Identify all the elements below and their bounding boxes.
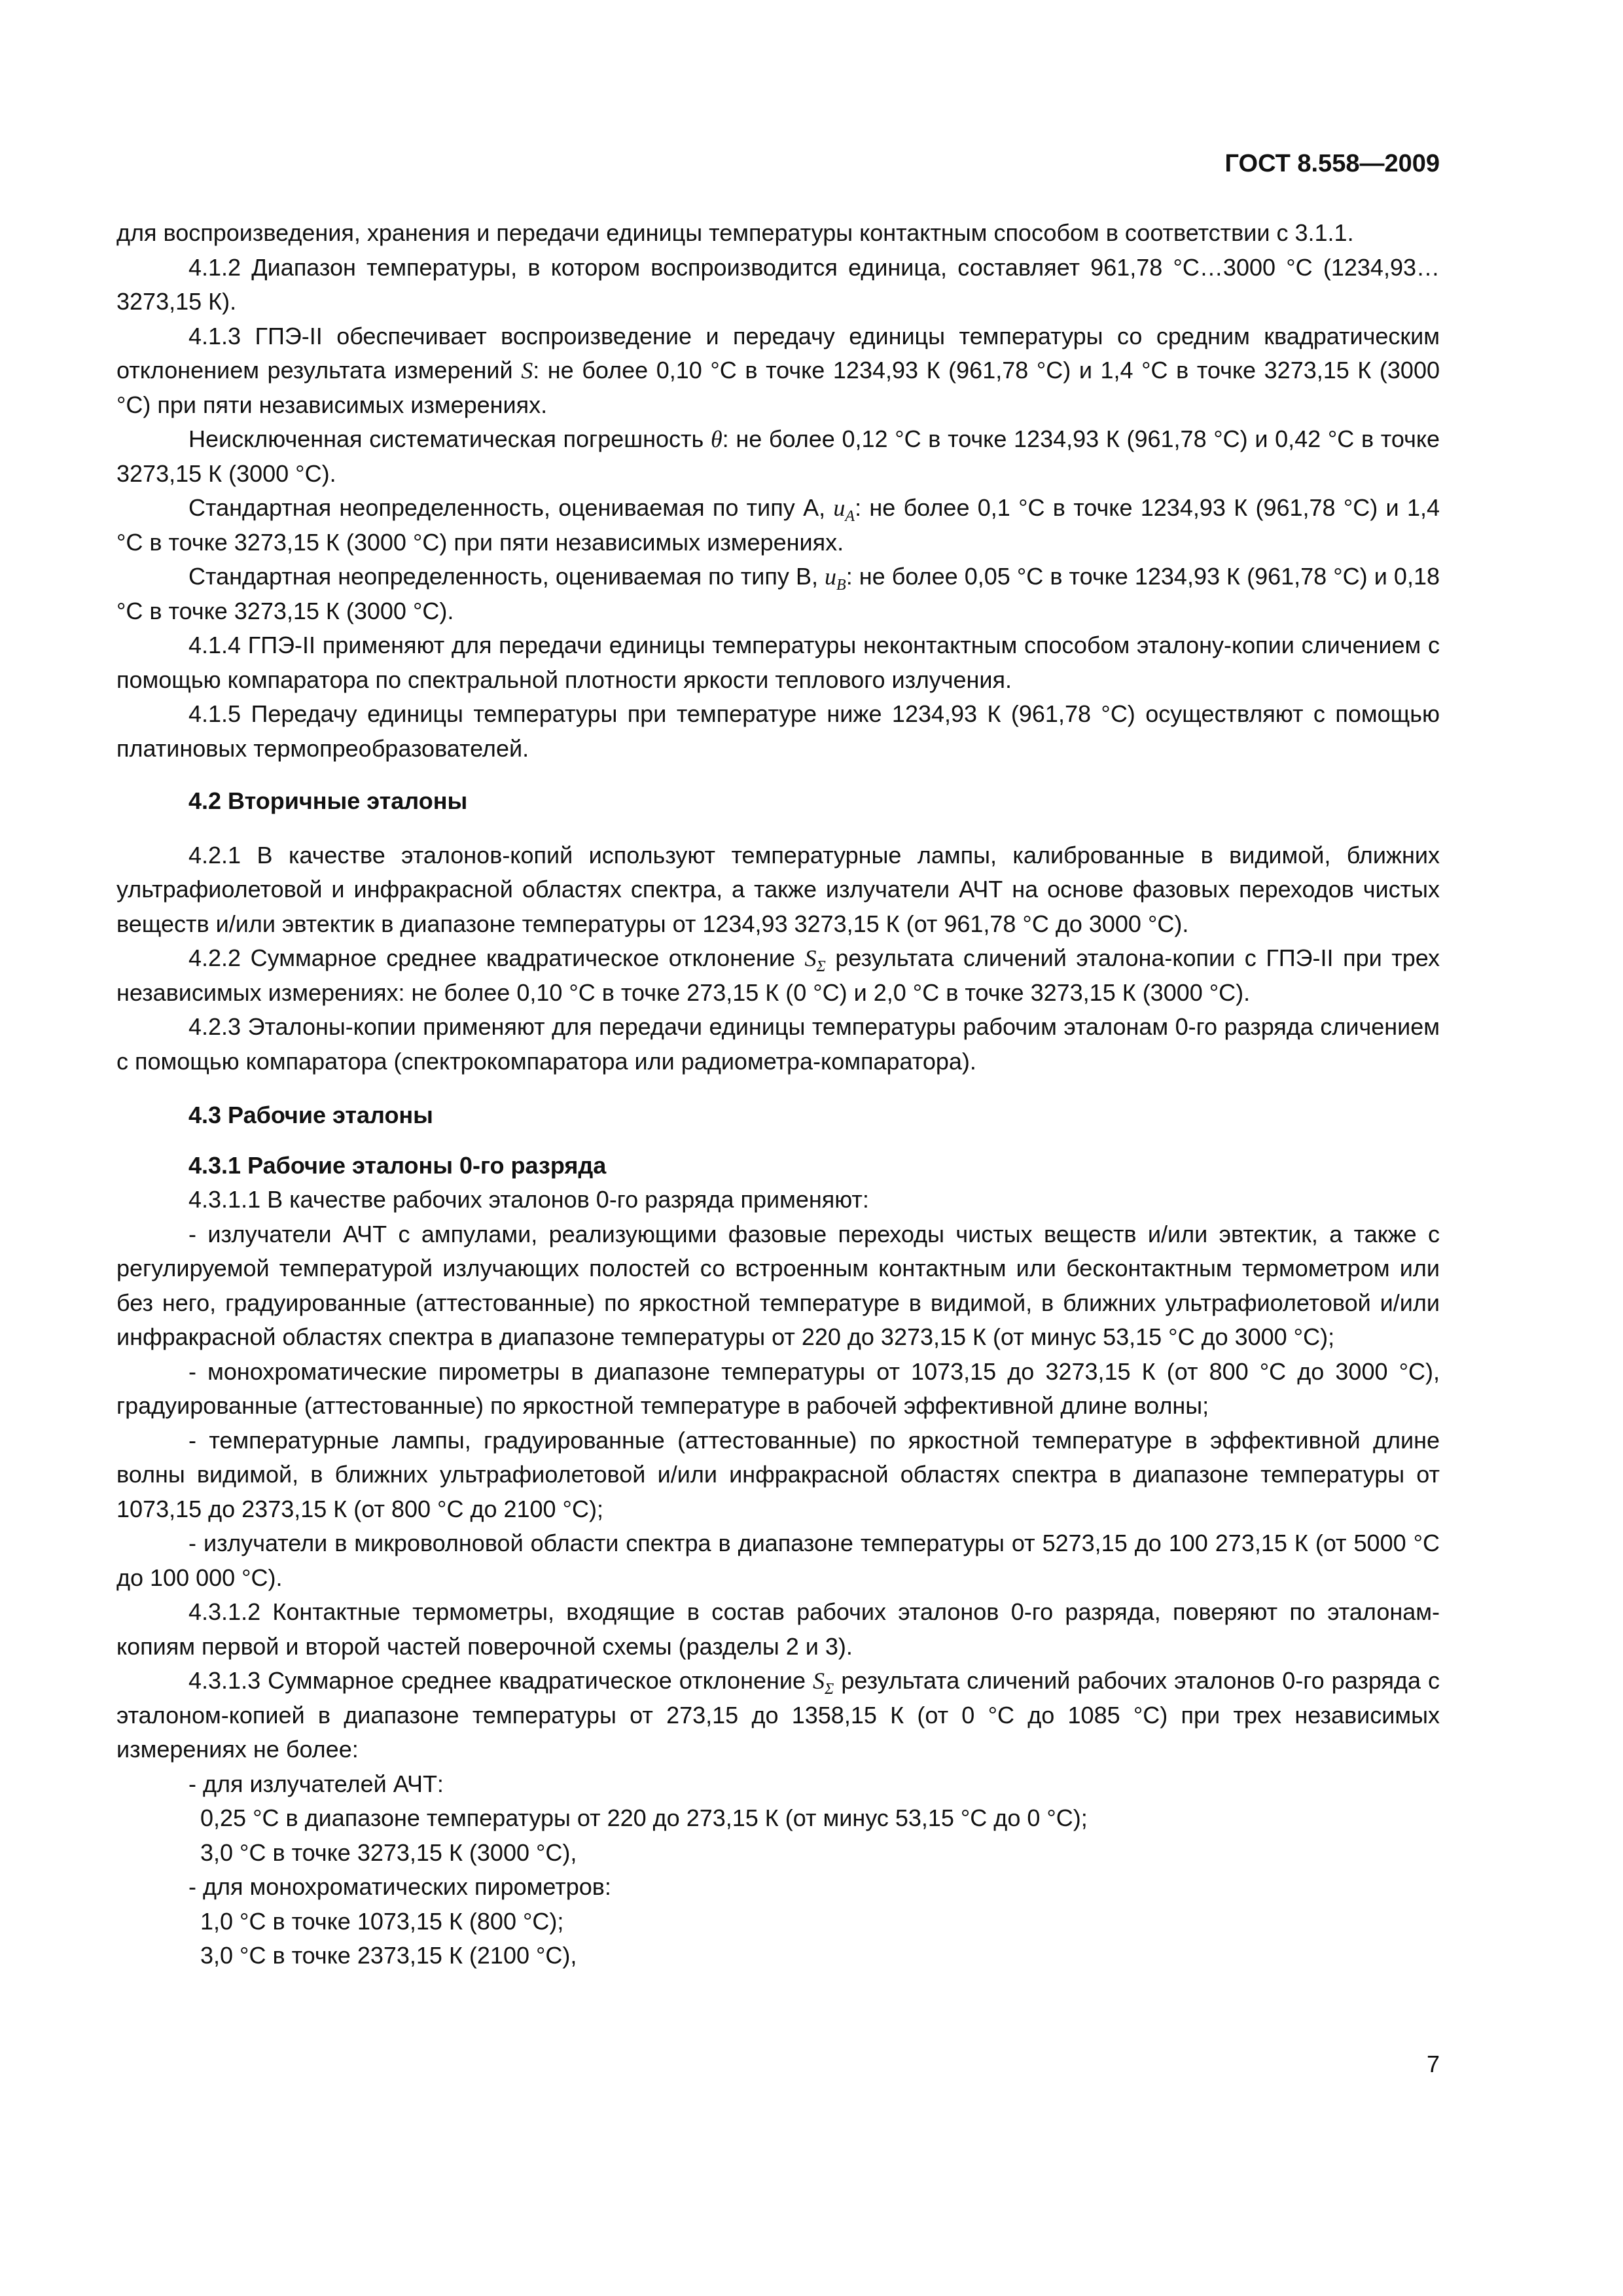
clause-4-1-2: 4.1.2 Диапазон температуры, в котором воспроизводится единица, составляет 961,78 °С…3000 °С (1234,93…3273,15 К).: [116, 253, 1440, 315]
subscript-sigma: Σ: [816, 958, 826, 976]
clause-4-2-2: [116, 941, 1440, 1010]
systematic-error-paragraph: [116, 422, 1440, 491]
clause-text: 4.3.1.3 Суммарное среднее квадратическое отклонение: [188, 1667, 813, 1694]
page-number: 7: [1426, 2051, 1440, 2077]
clause-text: : не более 0,1 °С в точке 1234,93 К (961,78 °С) и 1,4 °С в точке 3273,15 К (3000 °С) при пяти независимых измерениях.: [116, 494, 1440, 556]
symbol-u: u: [825, 564, 837, 590]
subscript-sigma: Σ: [825, 1681, 834, 1698]
clause-text: Стандартная неопределенность, оцениваемая по типу А,: [188, 494, 834, 521]
list-item: - излучатели в микроволновой области спектра в диапазоне температуры от 5273,15 до 100 273,15 К (от 5000 °С до 100 000 °С).: [116, 1530, 1440, 1591]
clause-text: результата сличений эталона-копии с ГПЭ-II при трех независимых измерениях: не более 0,10 °С в точке 273,15 К (0 °С) и 2,0 °С в точке 3273,15 К (3000 °С).: [116, 944, 1440, 1006]
list-item: - излучатели АЧТ с ампулами, реализующими фазовые переходы чистых веществ и/или эвтектик, а также с регулируемой температурой излучающих полостей со встроенным контактным или бесконтактным термометром или без него, градуированные (аттестованные) по яркостной температуре в видимой, в ближних ультрафиолетовой и/или инфракрасной областях спектра в диапазоне температуры от 220 до 3273,15 К (от минус 53,15 °С до 3000 °С);: [116, 1220, 1440, 1350]
symbol-s: S: [813, 1668, 825, 1694]
clause-4-2-3: 4.2.3 Эталоны-копии применяют для передачи единицы температуры рабочим эталонам 0-го разряда сличением с помощью компаратора (спектрокомпаратора или радиометра-компаратора).: [116, 1013, 1440, 1075]
symbol-s: S: [804, 945, 817, 971]
clause-text: : не более 0,12 °С в точке 1234,93 К (961,78 °С) и 0,42 °С в точке 3273,15 К (3000 °С).: [116, 425, 1440, 487]
symbol-theta: θ: [710, 426, 722, 452]
subsection-heading-4-3-1: 4.3.1 Рабочие эталоны 0-го разряда: [188, 1151, 607, 1179]
clause-4-1-5: 4.1.5 Передачу единицы температуры при температуре ниже 1234,93 К (961,78 °С) осуществляют с помощью платиновых термопреобразователей.: [116, 700, 1440, 762]
clause-text: Стандартная неопределенность, оцениваемая по типу В,: [188, 563, 825, 590]
list-item: - монохроматические пирометры в диапазоне температуры от 1073,15 до 3273,15 К (от 800 °С до 3000 °С), градуированные (аттестованные) по яркостной температуре в рабочей эффективной длине волны;: [116, 1357, 1440, 1419]
paragraph: для воспроизведения, хранения и передачи единицы температуры контактным способом в соответствии с 3.1.1.: [116, 219, 1354, 246]
section-heading-4-3: 4.3 Рабочие эталоны: [188, 1102, 433, 1128]
clause-text: : не более 0,05 °С в точке 1234,93 К (961,78 °С) и 0,18 °С в точке 3273,15 К (3000 °С).: [116, 563, 1440, 624]
clause-text: : не более 0,10 °С в точке 1234,93 К (961,78 °С) и 1,4 °С в точке 3273,15 К (3000 °С) при пяти независимых измерениях.: [116, 357, 1440, 418]
list-sub-item: 3,0 °С в точке 2373,15 К (2100 °С),: [200, 1942, 577, 1969]
symbol-u: u: [833, 495, 846, 521]
document-body: [116, 216, 1440, 1973]
list-sub-item: 3,0 °С в точке 3273,15 К (3000 °С),: [200, 1839, 577, 1866]
clause-4-3-1-2: 4.3.1.2 Контактные термометры, входящие в состав рабочих эталонов 0-го разряда, поверяют по эталонам-копиям первой и второй частей поверочной схемы (разделы 2 и 3).: [116, 1598, 1440, 1660]
uncertainty-type-b-paragraph: [116, 560, 1440, 628]
symbol-s: S: [521, 357, 533, 384]
subscript-a: A: [845, 508, 855, 526]
clause-4-2-1: 4.2.1 В качестве эталонов-копий используют температурные лампы, калиброванные в видимой, ближних ультрафиолетовой и инфракрасной областях спектра, а также излучатели АЧТ на основе фазовых переходов чистых веществ и/или эвтектик в диапазоне температуры от 1234,93 3273,15 К (от 961,78 °С до 3000 °С).: [116, 841, 1440, 937]
list-item: - для монохроматических пирометров:: [188, 1873, 611, 1900]
clause-4-3-1-1: 4.3.1.1 В качестве рабочих эталонов 0-го разряда применяют:: [188, 1186, 869, 1213]
clause-text: 4.1.3 ГПЭ-II обеспечивает воспроизведение и передачу единицы температуры со средним квадратическим отклонением результата измерений: [116, 322, 1440, 384]
list-sub-item: 0,25 °С в диапазоне температуры от 220 до 273,15 К (от минус 53,15 °С до 0 °С);: [200, 1804, 1088, 1831]
list-item: - для излучателей АЧТ:: [188, 1770, 444, 1797]
clause-4-1-4: 4.1.4 ГПЭ-II применяют для передачи единицы температуры неконтактным способом эталону-копии сличением с помощью компаратора по спектральной плотности яркости теплового излучения.: [116, 632, 1440, 693]
document-number-header: ГОСТ 8.558—2009: [1224, 150, 1440, 177]
clause-text: Неисключенная систематическая погрешность: [188, 425, 711, 452]
subscript-b: B: [836, 577, 846, 594]
clause-4-1-3: [116, 319, 1440, 423]
section-heading-4-2: 4.2 Вторичные эталоны: [188, 787, 468, 814]
clause-text: 4.2.2 Суммарное среднее квадратическое отклонение: [188, 944, 805, 971]
list-item: - температурные лампы, градуированные (аттестованные) по яркостной температуре в эффективной длине волны видимой, в ближних ультрафиолетовой и/или инфракрасной областях спектра в диапазоне температуры от 1073,15 до 2373,15 К (от 800 °С до 2100 °С);: [116, 1426, 1440, 1522]
clause-4-3-1-3: [116, 1664, 1440, 1767]
list-sub-item: 1,0 °С в точке 1073,15 К (800 °С);: [200, 1907, 564, 1935]
clause-text: результата сличений рабочих эталонов 0-го разряда с эталоном-копией в диапазоне температуры от 273,15 до 1358,15 К (от 0 °С до 1085 °С) при трех независимых измерениях не более:: [116, 1667, 1440, 1763]
uncertainty-type-a-paragraph: [116, 491, 1440, 560]
